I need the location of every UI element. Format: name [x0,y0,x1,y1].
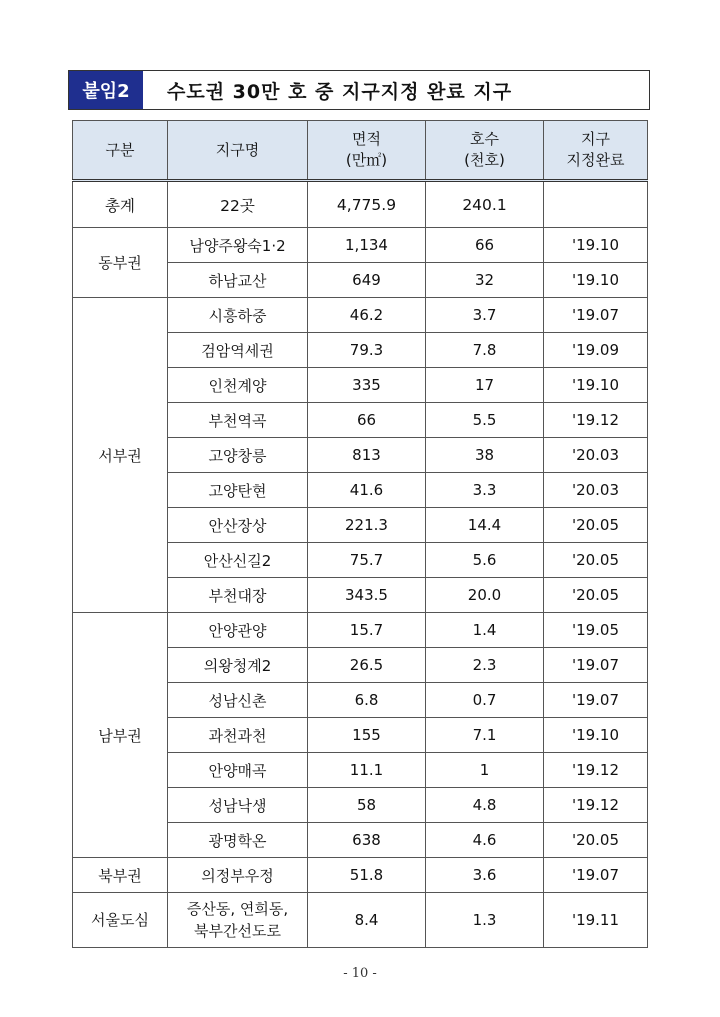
table-row [73,613,648,648]
header-units-label: 호수 [470,130,499,148]
units-cell: 0.7 [426,683,544,718]
district-cell: 인천계양 [168,368,308,403]
area-cell: 638 [308,823,426,858]
done-cell: '20.05 [544,543,648,578]
district-cell: 광명학온 [168,823,308,858]
district-line2: 북부간선도로 [194,922,281,940]
title-box [68,70,650,110]
district-cell: 안양관양 [168,613,308,648]
region-cell: 서울도심 [73,893,168,948]
header-division: 구분 [73,121,168,181]
page-title: 수도권 30만 호 중 지구지정 완료 지구 [167,80,513,103]
area-cell: 1,134 [308,228,426,263]
units-cell: 1.3 [426,893,544,948]
done-cell: '19.07 [544,298,648,333]
district-cell: 부천대장 [168,578,308,613]
region-cell: 서부권 [73,298,168,613]
district-cell: 하남교산 [168,263,308,298]
header-district: 지구명 [168,121,308,181]
district-cell: 성남낙생 [168,788,308,823]
done-cell: '19.05 [544,613,648,648]
done-cell: '19.07 [544,648,648,683]
header-row [73,121,648,181]
done-cell: '20.03 [544,473,648,508]
district-cell: 시흥하중 [168,298,308,333]
header-done [544,121,648,181]
district-line1: 증산동, 연희동, [186,900,289,918]
units-cell: 3.3 [426,473,544,508]
done-cell: '20.05 [544,508,648,543]
area-cell: 41.6 [308,473,426,508]
header-area-label: 면적 [352,130,381,148]
district-cell: 안산신길2 [168,543,308,578]
district-cell: 고양탄현 [168,473,308,508]
header-done-line2: 지정완료 [566,151,625,169]
table-row [73,228,648,263]
units-cell: 7.8 [426,333,544,368]
units-cell: 14.4 [426,508,544,543]
area-cell: 343.5 [308,578,426,613]
area-cell: 58 [308,788,426,823]
district-table [72,120,648,948]
units-cell: 4.6 [426,823,544,858]
units-cell: 1.4 [426,613,544,648]
area-cell: 66 [308,403,426,438]
area-cell: 155 [308,718,426,753]
total-district: 22곳 [168,181,308,228]
total-area: 4,775.9 [308,181,426,228]
area-cell: 813 [308,438,426,473]
units-cell: 66 [426,228,544,263]
done-cell: '19.07 [544,683,648,718]
district-cell: 부천역곡 [168,403,308,438]
units-cell: 7.1 [426,718,544,753]
units-cell: 5.5 [426,403,544,438]
header-units [426,121,544,181]
units-cell: 3.7 [426,298,544,333]
page-number: - 10 - [343,966,377,981]
done-cell: '19.09 [544,333,648,368]
attachment-badge: 붙임2 [69,71,149,109]
district-cell: 성남신촌 [168,683,308,718]
area-cell: 335 [308,368,426,403]
units-cell: 2.3 [426,648,544,683]
total-units: 240.1 [426,181,544,228]
area-cell: 75.7 [308,543,426,578]
units-cell: 5.6 [426,543,544,578]
district-cell: 안산장상 [168,508,308,543]
district-cell: 남양주왕숙1·2 [168,228,308,263]
table-row [73,858,648,893]
units-cell: 1 [426,753,544,788]
header-area-unit: (만㎡) [345,151,388,169]
district-cell: 의왕청계2 [168,648,308,683]
area-cell: 11.1 [308,753,426,788]
district-cell: 검암역세권 [168,333,308,368]
done-cell: '20.05 [544,578,648,613]
done-cell: '19.11 [544,893,648,948]
units-cell: 3.6 [426,858,544,893]
header-units-unit: (천호) [464,151,505,169]
area-cell: 221.3 [308,508,426,543]
district-cell: 고양창릉 [168,438,308,473]
district-cell: 과천과천 [168,718,308,753]
district-cell: 안양매곡 [168,753,308,788]
district-cell [168,893,308,948]
area-cell: 46.2 [308,298,426,333]
area-cell: 79.3 [308,333,426,368]
done-cell: '19.10 [544,368,648,403]
area-cell: 8.4 [308,893,426,948]
done-cell: '19.12 [544,403,648,438]
area-cell: 6.8 [308,683,426,718]
units-cell: 32 [426,263,544,298]
done-cell: '19.07 [544,858,648,893]
units-cell: 17 [426,368,544,403]
area-cell: 51.8 [308,858,426,893]
region-cell: 동부권 [73,228,168,298]
done-cell: '19.10 [544,718,648,753]
done-cell: '19.10 [544,228,648,263]
area-cell: 26.5 [308,648,426,683]
table-row [73,298,648,333]
area-cell: 649 [308,263,426,298]
header-done-line1: 지구 [581,130,610,148]
done-cell: '19.10 [544,263,648,298]
done-cell: '20.03 [544,438,648,473]
region-cell: 남부권 [73,613,168,858]
units-cell: 4.8 [426,788,544,823]
total-done [544,181,648,228]
area-cell: 15.7 [308,613,426,648]
region-cell: 북부권 [73,858,168,893]
header-area [308,121,426,181]
units-cell: 38 [426,438,544,473]
done-cell: '19.12 [544,753,648,788]
table-row [73,893,648,948]
done-cell: '20.05 [544,823,648,858]
units-cell: 20.0 [426,578,544,613]
total-row [73,181,648,228]
district-cell: 의정부우정 [168,858,308,893]
done-cell: '19.12 [544,788,648,823]
total-label: 총계 [73,181,168,228]
